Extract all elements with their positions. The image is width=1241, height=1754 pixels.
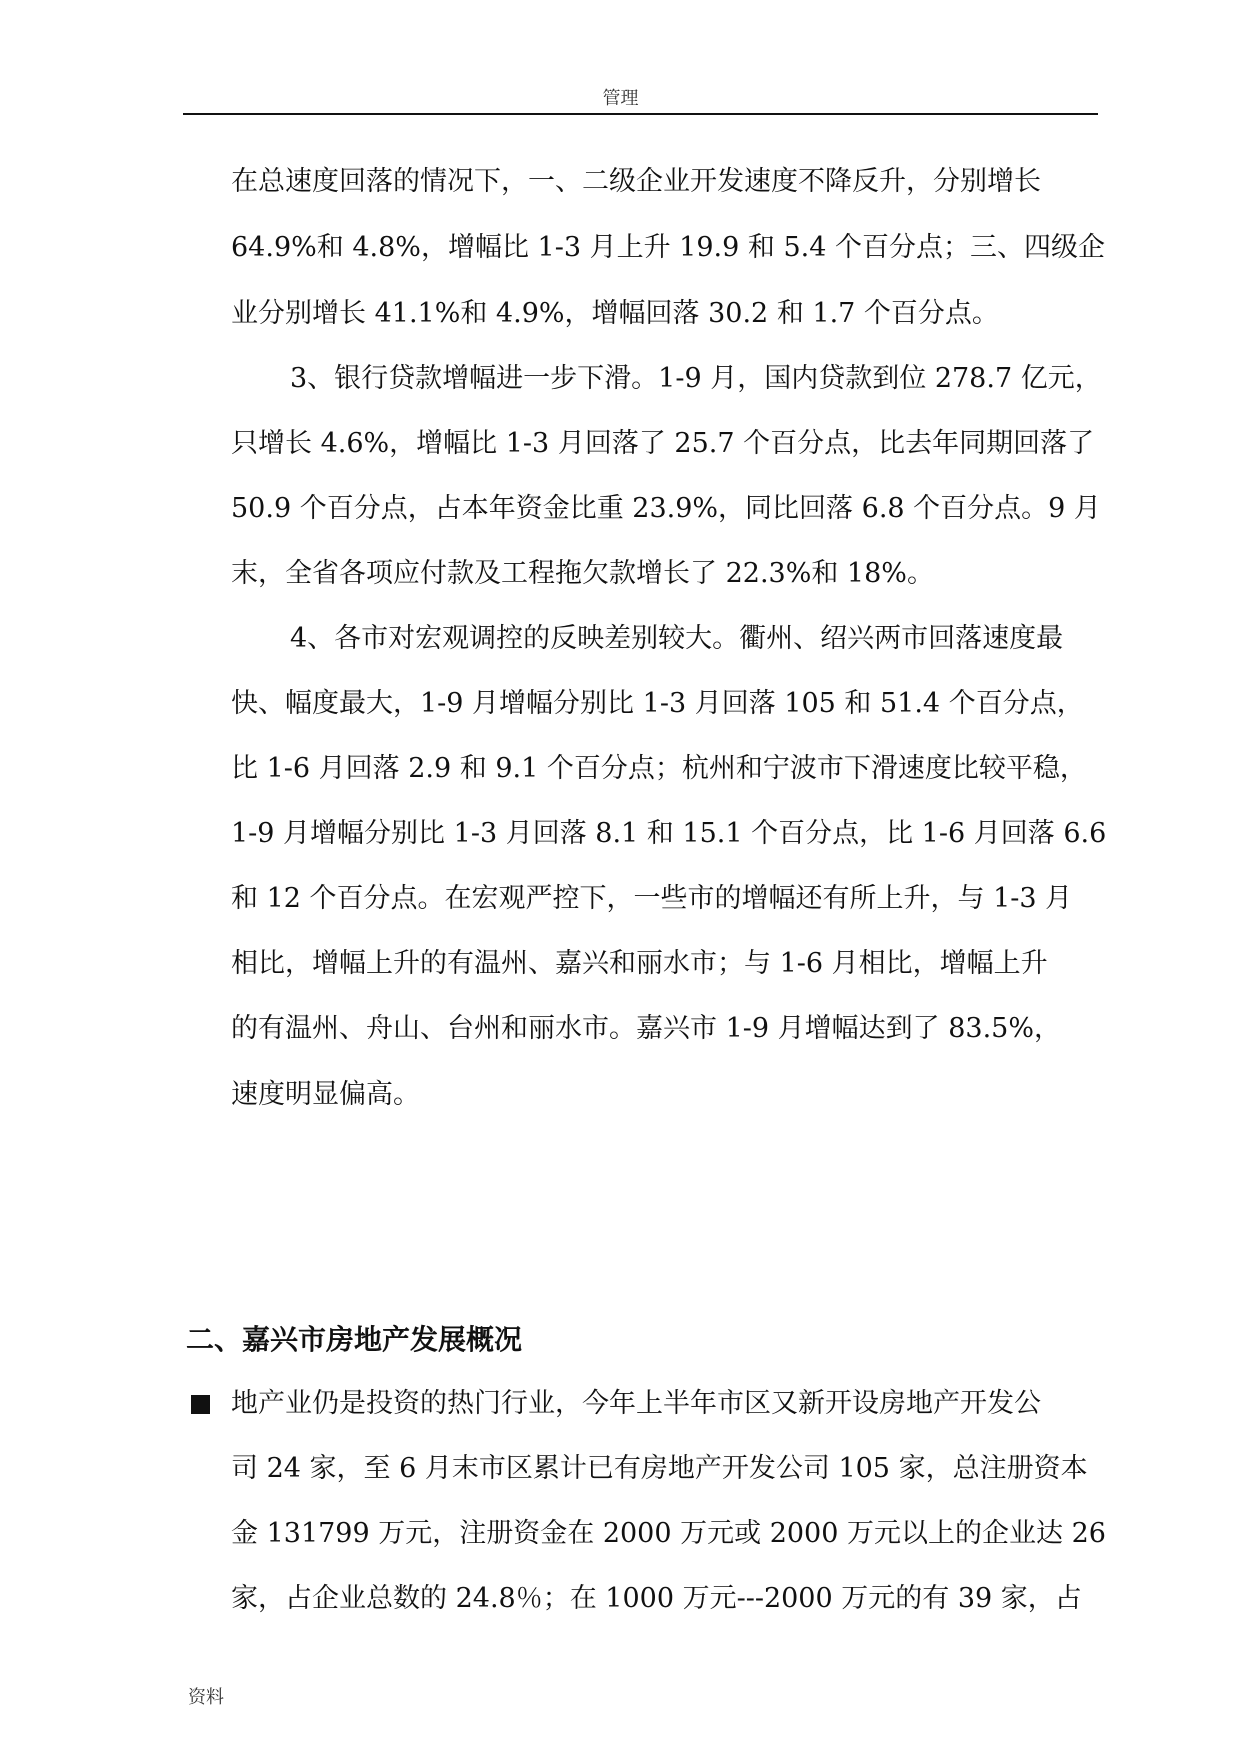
body-line: 快、幅度最大，1-9 月增幅分别比 1-3 月回落 105 和 51.4 个百分点， xyxy=(231,688,1084,719)
page-header: 管理 xyxy=(602,88,639,109)
body-line: 1-9 月增幅分别比 1-3 月回落 8.1 和 15.1 个百分点，比 1-6 月回落 6.6 xyxy=(231,818,1107,849)
section-heading: 二、嘉兴市房地产发展概况 xyxy=(186,1323,523,1356)
body-line: 速度明显偏高。 xyxy=(231,1079,420,1110)
body-line: 末，全省各项应付款及工程拖欠款增长了 22.3%和 18%。 xyxy=(231,558,934,589)
body-line: 和 12 个百分点。在宏观严控下，一些市的增幅还有所上升，与 1-3 月 xyxy=(231,883,1073,914)
body-line: 4、各市对宏观调控的反映差别较大。衢州、绍兴两市回落速度最 xyxy=(290,623,1064,654)
bullet-line: 司 24 家，至 6 月末市区累计已有房地产开发公司 105 家，总注册资本 xyxy=(231,1453,1088,1484)
page-footer: 资料 xyxy=(188,1687,224,1708)
bullet-line: 家，占企业总数的 24.8％；在 1000 万元---2000 万元的有 39 家，占 xyxy=(231,1583,1082,1614)
body-line: 3、银行贷款增幅进一步下滑。1-9 月，国内贷款到位 278.7 亿元， xyxy=(290,363,1102,394)
bullet-line: 金 131799 万元，注册资金在 2000 万元或 2000 万元以上的企业达 26 xyxy=(231,1518,1106,1549)
body-line: 50.9 个百分点，占本年资金比重 23.9%，同比回落 6.8 个百分点。9 月 xyxy=(231,493,1101,524)
bullet-line: 地产业仍是投资的热门行业，今年上半年市区又新开设房地产开发公 xyxy=(231,1388,1041,1419)
body-line: 业分别增长 41.1%和 4.9%，增幅回落 30.2 和 1.7 个百分点。 xyxy=(231,298,999,329)
body-line: 只增长 4.6%，增幅比 1-3 月回落了 25.7 个百分点，比去年同期回落了 xyxy=(231,428,1095,459)
header-rule xyxy=(183,113,1098,115)
body-line: 的有温州、舟山、台州和丽水市。嘉兴市 1-9 月增幅达到了 83.5%， xyxy=(231,1013,1061,1044)
square-bullet-icon xyxy=(191,1395,210,1414)
body-line: 相比，增幅上升的有温州、嘉兴和丽水市；与 1-6 月相比，增幅上升 xyxy=(231,948,1048,979)
body-line: 比 1-6 月回落 2.9 和 9.1 个百分点；杭州和宁波市下滑速度比较平稳， xyxy=(231,753,1087,784)
body-line: 64.9%和 4.8%，增幅比 1-3 月上升 19.9 和 5.4 个百分点；三、四级企 xyxy=(231,232,1105,263)
body-line: 在总速度回落的情况下，一、二级企业开发速度不降反升，分别增长 xyxy=(231,166,1041,197)
